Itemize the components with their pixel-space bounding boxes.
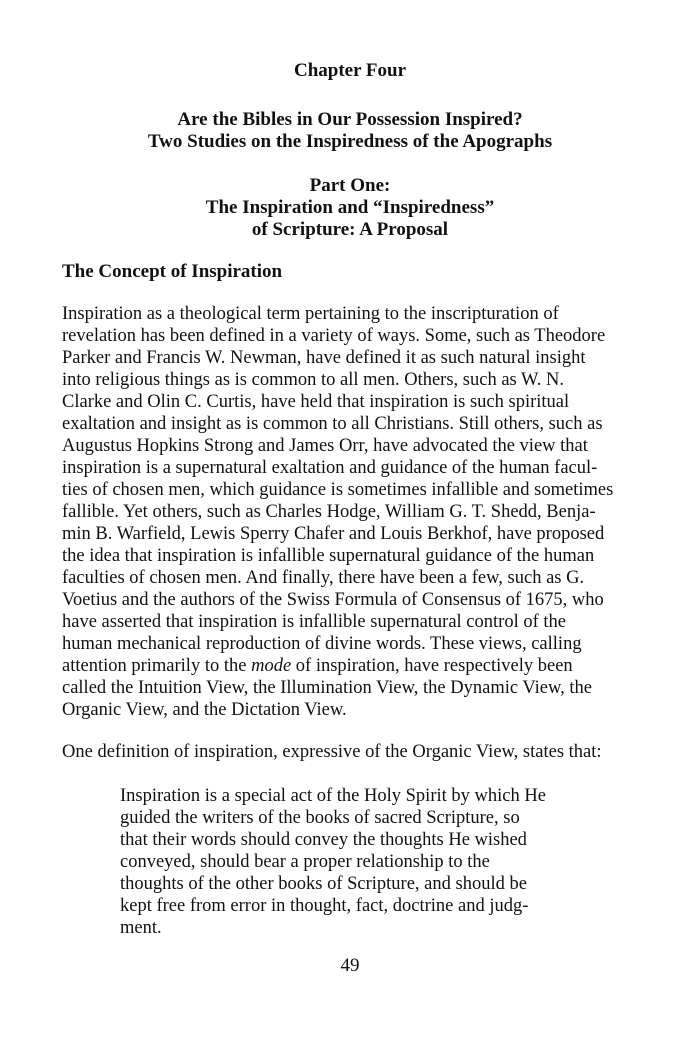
page-number: 49: [340, 955, 360, 976]
part-heading-line-3: of Scripture: A Proposal: [251, 219, 449, 240]
line-text-after-emphasis: of inspiration, have respectively been: [291, 656, 573, 676]
paragraph-line: Augustus Hopkins Strong and James Orr, have advocated the view that: [62, 436, 588, 456]
paragraph-line: exaltation and insight as is common to all Christians. Still others, such as: [62, 414, 603, 434]
part-heading-line-2: The Inspiration and “Inspiredness”: [205, 197, 495, 218]
paragraph-line: Organic View, and the Dictation View.: [62, 700, 347, 720]
quote-line: thoughts of the other books of Scripture, and should be: [120, 874, 527, 894]
paragraph-line: ties of chosen men, which guidance is sometimes infallible and sometimes: [62, 480, 614, 500]
paragraph-line: Voetius and the authors of the Swiss Formula of Consensus of 1675, who: [62, 590, 604, 610]
quote-line: conveyed, should bear a proper relationship to the: [120, 852, 490, 872]
paragraph-line: have asserted that inspiration is infallible supernatural control of the: [62, 612, 566, 632]
paragraph-line: revelation has been defined in a variety of ways. Some, such as Theodore: [62, 326, 606, 346]
paragraph-definition-intro: One definition of inspiration, expressive of the Organic View, states that:: [62, 742, 602, 762]
paragraph-concept-of-inspiration: [62, 303, 642, 721]
part-heading-line-1: Part One:: [309, 175, 391, 196]
quote-line: ment.: [120, 918, 162, 938]
paragraph-line: faculties of chosen men. And finally, there have been a few, such as G.: [62, 568, 585, 588]
paragraph-line: the idea that inspiration is infallible supernatural guidance of the human: [62, 546, 595, 566]
line-text-before-emphasis: attention primarily to the: [62, 656, 252, 676]
quote-line: Inspiration is a special act of the Holy Spirit by which He: [120, 786, 546, 806]
quote-line: guided the writers of the books of sacred Scripture, so: [120, 808, 520, 828]
paragraph-line: human mechanical reproduction of divine words. These views, calling: [62, 634, 582, 654]
emphasized-word: mode: [251, 656, 292, 676]
paragraph-line-with-emphasis: [62, 655, 642, 677]
paragraph-line: inspiration is a supernatural exaltation and guidance of the human facul-: [62, 458, 598, 478]
section-heading: The Concept of Inspiration: [62, 261, 283, 282]
quote-line: that their words should convey the thoughts He wished: [120, 830, 527, 850]
chapter-title-line-1: Are the Bibles in Our Possession Inspired?: [177, 109, 523, 130]
paragraph-line: fallible. Yet others, such as Charles Hodge, William G. T. Shedd, Benja-: [62, 502, 596, 522]
paragraph-line: called the Intuition View, the Illumination View, the Dynamic View, the: [62, 678, 592, 698]
chapter-title-line-2: Two Studies on the Inspiredness of the Apographs: [147, 131, 553, 152]
block-quote: [120, 785, 580, 939]
paragraph-line: into religious things as is common to all men. Others, such as W. N.: [62, 370, 565, 390]
quote-line: kept free from error in thought, fact, doctrine and judg-: [120, 896, 529, 916]
paragraph-line: Parker and Francis W. Newman, have defined it as such natural insight: [62, 348, 586, 368]
paragraph-line: Clarke and Olin C. Curtis, have held that inspiration is such spiritual: [62, 392, 570, 412]
paragraph-line: Inspiration as a theological term pertaining to the inscripturation of: [62, 304, 559, 324]
paragraph-line: min B. Warfield, Lewis Sperry Chafer and Louis Berkhof, have proposed: [62, 524, 605, 544]
chapter-label: Chapter Four: [293, 60, 407, 81]
